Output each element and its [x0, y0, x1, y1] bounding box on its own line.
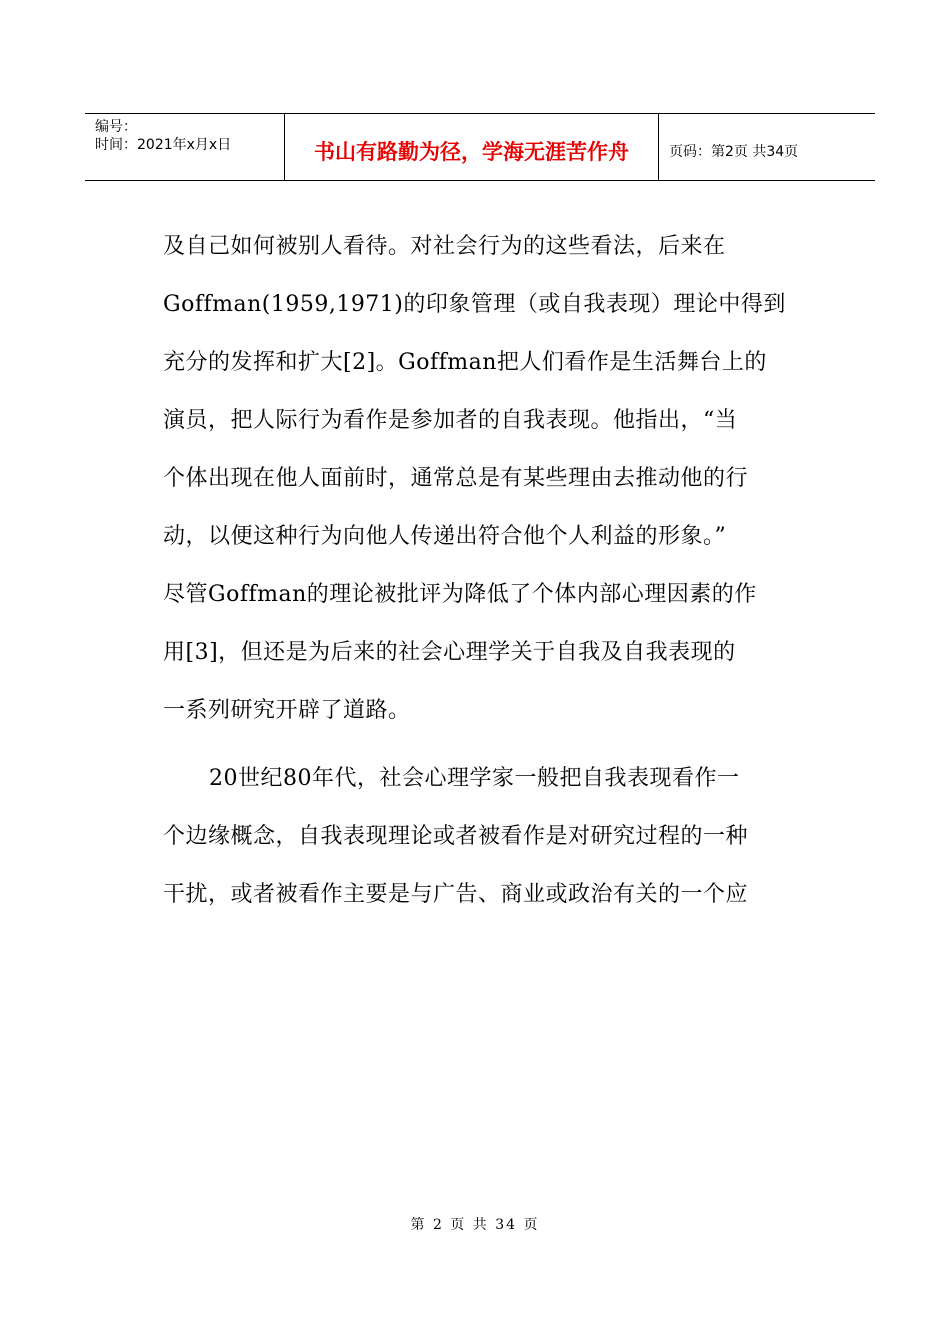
page-footer: 第 2 页 共 34 页	[410, 1217, 540, 1233]
body-line: 个体出现在他人面前时，通常总是有某些理由去推动他的行	[163, 466, 749, 491]
body-line: 个边缘概念，自我表现理论或者被看作是对研究过程的一种	[163, 824, 749, 849]
body-line: 演员，把人际行为看作是参加者的自我表现。他指出，“当	[163, 408, 738, 433]
body-line: 尽管Goffman的理论被批评为降低了个体内部心理因素的作	[163, 582, 757, 607]
body-line: 充分的发挥和扩大[2]。Goffman把人们看作是生活舞台上的	[163, 350, 767, 375]
body-line: Goffman(1959,1971)的印象管理（或自我表现）理论中得到	[163, 292, 786, 317]
body-line: 干扰，或者被看作主要是与广告、商业或政治有关的一个应	[163, 882, 749, 907]
header-number-label: 编号：	[95, 119, 137, 135]
header-page-info: 页码：第2页 共34页	[669, 144, 799, 160]
body-line: 一系列研究开辟了道路。	[163, 698, 411, 723]
header-time-label: 时间：2021年x月x日	[95, 137, 232, 153]
document-body	[163, 218, 803, 924]
body-line: 及自己如何被别人看待。对社会行为的这些看法，后来在	[163, 234, 726, 259]
body-line: 用[3]，但还是为后来的社会心理学关于自我及自我表现的	[163, 640, 736, 665]
body-line: 动，以便这种行为向他人传递出符合他个人利益的形象。”	[163, 524, 727, 549]
body-line: 20世纪80年代，社会心理学家一般把自我表现看作一	[209, 766, 740, 791]
document-header	[85, 113, 875, 181]
header-motto: 书山有路勤为径，学海无涯苦作舟	[285, 114, 659, 180]
paragraph-gap	[163, 740, 803, 750]
header-meta	[85, 114, 285, 180]
